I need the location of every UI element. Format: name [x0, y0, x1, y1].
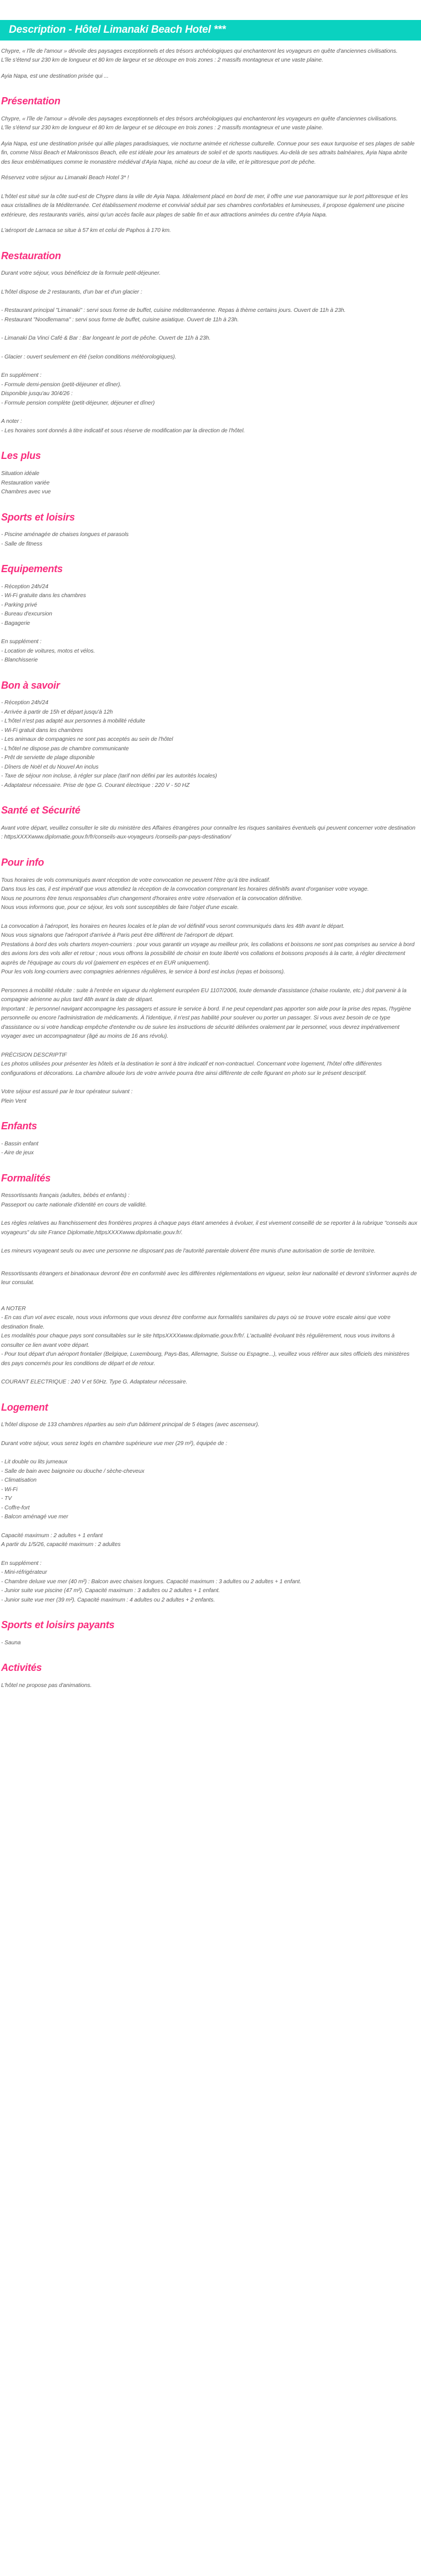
- formalites-paragraph: Ressortissants français (adultes, bébés et enfants) :: [1, 1193, 130, 1199]
- restauration-availability: Disponible jusqu'au 30/4/26 :: [1, 391, 73, 397]
- presentation-paragraph: L'hôtel est situé sur la côte sud-est de Chypre dans la ville de Ayia Napa. Idéalement placé en bord de mer, il offre une vue panoramique sur le port pittoresque et les eaux cristallines de la Méditerranée. Cet établissement moderne et convivial séduit par ses chambres confortables et lumineuses, il propose également une piscine extérieure, des restaurants variés, ainsi qu'un accès facile aux plages de sable fin et aux attractions animées du centre d'Ayia Napa.: [1, 193, 408, 218]
- pour-info-paragraph: Prestations à bord des vols charters moyen-courriers : pour vous garantir un voyage au meilleur prix, les collations et boissons ne sont pas comprises au service à bord des avions lors des vols aller et retour ; nous vous offrons la possibilité de choisir en toute liberté vos collations et boissons proposés à la carte, à régler directement auprès de l'équipage au cours du vol (paiement en espèces et en EUR uniquement).: [1, 941, 415, 966]
- presentation-paragraph: L'île s'étend sur 230 km de longueur et 80 km de largeur et se découpe en trois zones : 2 massifs montagneux et une vaste plaine.: [1, 125, 323, 132]
- section-heading-restauration: Restauration: [1, 250, 61, 261]
- formalites-paragraph: Les mineurs voyageant seuls ou avec une personne ne disposant pas de l'autorité parentale doivent être munis d'une autorisation de sortie de territoire.: [1, 1248, 376, 1255]
- sports-item: - Salle de fitness: [1, 541, 43, 547]
- restauration-supplement-label: En supplément :: [1, 372, 42, 379]
- bon-a-savoir-item: - Wi-Fi gratuit dans les chambres: [1, 727, 83, 734]
- restauration-supplement-item: - Formule demi-pension (petit-déjeuner et dîner).: [1, 381, 122, 388]
- section-pour-info: [0, 857, 421, 1106]
- logement-supplement-item: - Junior suite vue mer (39 m²). Capacité maximum : 4 adultes ou 2 adultes + 2 enfants.: [1, 1597, 215, 1603]
- pour-info-paragraph: Les photos utilisées pour présenter les hôtels et la destination le sont à titre indicatif et non-contractuel. Concernant votre logement, l'hôtel offre différentes configurations et décorations. La chambre allouée lors de votre arrivée pourra être ainsi différente de celle figurant en photo sur le présent descriptif.: [1, 1061, 382, 1077]
- section-heading-sante-et-securite: Santé et Sécurité: [1, 805, 81, 816]
- section-heading-activites: Activités: [1, 1662, 42, 1674]
- section-sante-et-securite: [0, 805, 421, 842]
- bon-a-savoir-item: - Les animaux de compagnies ne sont pas acceptés au sein de l'hôtel: [1, 736, 173, 743]
- logement-supplement-label: En supplément :: [1, 1560, 42, 1567]
- logement-item: - Coffre-fort: [1, 1504, 30, 1511]
- section-heading-pour-info: Pour info: [1, 856, 44, 868]
- equipement-item: - Bureau d'excursion: [1, 611, 52, 618]
- equipement-item: - Réception 24h/24: [1, 583, 48, 590]
- intro-paragraph: Ayia Napa, est une destination prisée qui ...: [1, 73, 109, 79]
- activites-paragraph: L'hôtel ne propose pas d'animations.: [1, 1682, 92, 1689]
- section-formalites: [0, 1173, 421, 1387]
- equipement-item: - Wi-Fi gratuite dans les chambres: [1, 593, 86, 599]
- sports-item: - Piscine aménagée de chaises longues et parasols: [1, 532, 129, 538]
- logement-item: - Climatisation: [1, 1477, 37, 1484]
- formalites-paragraph: Les règles relatives au franchissement des frontières propres à chaque pays étant amenées à évoluer, il est vivement conseillé de se reporter à la rubrique "conseils aux voyageurs" du site France Diplomatie,httpsXXXXwww.diplomatie.gouv.fr/.: [1, 1220, 418, 1236]
- restauration-item: - Glacier : ouvert seulement en été (selon conditions météorologiques).: [1, 353, 177, 360]
- pour-info-paragraph: Personnes à mobilité réduite : suite à l'entrée en vigueur du règlement européen EU 1107/2006, toute demande d'assistance (chaise roulante, etc.) doit parvenir à la compagnie aérienne au plus tard 48h avant la date de départ.: [1, 987, 407, 1003]
- logement-intro: Durant votre séjour, vous serez logés en chambre supérieure vue mer (29 m²), équipée de :: [1, 1440, 227, 1447]
- pour-info-paragraph: Tous horaires de vols communiqués avant réception de votre convocation ne peuvent l'être qu'à titre indicatif.: [1, 877, 270, 883]
- logement-intro: L'hôtel dispose de 133 chambres réparties au sein d'un bâtiment principal de 5 étages (avec ascenseur).: [1, 1422, 260, 1428]
- tour-operateur-label: Votre séjour est assuré par le tour opérateur suivant :: [1, 1089, 133, 1095]
- restauration-note-label: A noter :: [1, 418, 22, 425]
- section-presentation: [0, 95, 421, 236]
- formalites-a-noter-label: A NOTER: [1, 1305, 26, 1312]
- bon-a-savoir-item: - Dîners de Noël et du Nouvel An inclus: [1, 764, 99, 770]
- section-sports-et-loisirs-payants: [0, 1619, 421, 1648]
- enfants-item: - Aire de jeux: [1, 1150, 34, 1156]
- sports-payants-item: - Sauna: [1, 1639, 21, 1646]
- hotel-description-document: [0, 20, 421, 1704]
- section-heading-sports-et-loisirs-payants: Sports et loisirs payants: [1, 1619, 115, 1631]
- section-sports-et-loisirs: [0, 512, 421, 549]
- logement-item: - Salle de bain avec baignoire ou douche / sèche-cheveux: [1, 1468, 144, 1474]
- presentation-paragraph: Chypre, « l'île de l'amour » dévoile des paysages exceptionnels et des trésors archéologiques qui enchanteront les voyageurs en quête d'anciennes civilisations.: [1, 115, 398, 122]
- logement-supplement-item: - Chambre deluxe vue mer (40 m²) : Balcon avec chaises longues. Capacité maximum : 3 adultes ou 2 adultes + 1 enfant.: [1, 1578, 302, 1585]
- bon-a-savoir-item: - Réception 24h/24: [1, 700, 48, 706]
- bon-a-savoir-item: - L'hôtel ne dispose pas de chambre communicante: [1, 745, 129, 752]
- section-activites: [0, 1662, 421, 1690]
- section-enfants: [0, 1120, 421, 1158]
- tour-operateur-name: Plein Vent: [1, 1098, 27, 1104]
- formalites-paragraph: - En cas d'un vol avec escale, nous vous informons que vous devrez être conforme aux formalités sanitaires du pays où se trouve votre escale ainsi que votre destination finale.: [1, 1315, 390, 1330]
- logement-item: - Wi-Fi: [1, 1486, 18, 1493]
- logement-supplement-item: - Mini-réfrigérateur: [1, 1569, 47, 1576]
- logement-item: - TV: [1, 1496, 12, 1502]
- les-plus-item: Situation idéale: [1, 471, 39, 477]
- restauration-item: - Restaurant principal "Limanaki" : servi sous forme de buffet, cuisine méditerranéenne. Repas à thème certains jours. Ouvert de 11h à 23h.: [1, 307, 346, 314]
- section-heading-enfants: Enfants: [1, 1120, 37, 1132]
- restauration-supplement-item: - Formule pension complète (petit-déjeuner, déjeuner et dîner): [1, 400, 155, 406]
- intro-block: [0, 47, 421, 82]
- section-les-plus: [0, 450, 421, 497]
- equipement-supplement-item: - Blanchisserie: [1, 657, 38, 664]
- section-heading-formalites: Formalités: [1, 1172, 51, 1184]
- section-heading-sports-et-loisirs: Sports et loisirs: [1, 511, 75, 523]
- restauration-paragraph: L'hôtel dispose de 2 restaurants, d'un bar et d'un glacier :: [1, 289, 142, 295]
- pour-info-paragraph: Nous ne pourrons être tenus responsables d'un changement d'horaires entre votre réservation et la convocation définitive.: [1, 895, 303, 902]
- logement-supplement-item: - Junior suite vue piscine (47 m²). Capacité maximum : 3 adultes ou 2 adultes + 1 enfant.: [1, 1588, 220, 1594]
- presentation-paragraph: Réservez votre séjour au Limanaki Beach Hotel 3* !: [1, 175, 129, 181]
- formalites-paragraph: Passeport ou carte nationale d'identité en cours de validité.: [1, 1201, 147, 1208]
- restauration-paragraph: Durant votre séjour, vous bénéficiez de la formule petit-déjeuner.: [1, 270, 161, 277]
- bon-a-savoir-item: - Adaptateur nécessaire. Prise de type G. Courant électrique : 220 V - 50 HZ: [1, 782, 190, 789]
- pour-info-paragraph: Nous vous informons que, pour ce séjour, les vols sont susceptibles de faire l'objet d'une escale.: [1, 905, 239, 911]
- section-equipements: [0, 563, 421, 665]
- restauration-item: - Limanaki Da Vinci Café & Bar : Bar longeant le port de pêche. Ouvert de 11h à 23h.: [1, 335, 211, 342]
- section-bon-a-savoir: [0, 680, 421, 791]
- presentation-paragraph: Ayia Napa, est une destination prisée qui allie plages paradisiaques, vie nocturne animée et richesse culturelle. Connue pour ses eaux turquoise et ses plages de sable fin, comme Nissi Beach et Makronissos Beach, elle est idéale pour les amateurs de soleil et de sports nautiques. Au-delà de ses attraits balnéaires, Ayia Napa abrite des lieux emblématiques comme le monastère médiéval d'Ayia Napa, niché au coeur de la ville, et le pittoresque port de pêche.: [1, 140, 415, 165]
- presentation-paragraph: L'aéroport de Larnaca se situe à 57 km et celui de Paphos à 170 km.: [1, 228, 171, 234]
- section-heading-equipements: Equipements: [1, 563, 63, 575]
- bon-a-savoir-item: - Prêt de serviette de plage disponible: [1, 755, 95, 761]
- formalites-paragraph: Les modalités pour chaque pays sont consultables sur le site httpsXXXXwww.diplomatie.gouv.fr/fr/. L'actualité évoluant très régulièrement, nous vous invitons à consulter ce lien avant votre départ.: [1, 1333, 395, 1348]
- logement-item: - Balcon aménagé vue mer: [1, 1514, 68, 1521]
- sante-paragraph: Avant votre départ, veuillez consulter le site du ministère des Affaires étrangères pour connaître les risques sanitaires éventuels qui peuvent concerner votre destination : httpsXXXXwww.diplomatie.gouv.fr/fr/conseils-aux-voyageurs /conseils-par-pays-destination/: [1, 825, 415, 841]
- equipement-item: - Bagagerie: [1, 620, 31, 627]
- courant-electrique: COURANT ELECTRIQUE : 240 V et 50Hz. Type G. Adaptateur nécessaire.: [1, 1379, 188, 1386]
- section-heading-logement: Logement: [1, 1401, 48, 1413]
- equipement-supplement-label: En supplément :: [1, 639, 42, 645]
- equipement-item: - Parking privé: [1, 602, 37, 608]
- logement-capacity: Capacité maximum : 2 adultes + 1 enfant: [1, 1532, 103, 1539]
- formalites-paragraph: - Pour tout départ d'un aéroport frontalier (Belgique, Luxembourg, Pays-Bas, Allemagne, Suisse ou Espagne...), veuillez vous référer aux sites officiels des ministères des pays concernés pour les conditions de départ et de retour.: [1, 1351, 410, 1367]
- section-heading-presentation: Présentation: [1, 95, 61, 107]
- pour-info-paragraph: Pour les vols long-courriers avec compagnies aériennes régulières, le service à bord est inclus (repas et boissons).: [1, 969, 285, 975]
- section-logement: [0, 1402, 421, 1605]
- equipement-supplement-item: - Location de voitures, motos et vélos.: [1, 648, 96, 654]
- section-heading-bon-a-savoir: Bon à savoir: [1, 679, 60, 691]
- intro-paragraph: L'île s'étend sur 230 km de longueur et 80 km de largeur et se découpe en trois zones : 2 massifs montagneux et une vaste plaine.: [1, 57, 323, 64]
- pour-info-paragraph: Important : le personnel navigant accompagne les passagers et assure le service à bord. Il ne peut cependant pas apporter son aide pour la prise des repas, l'hygiène personnelle ou encore l'administration de médicaments. À l'identique, il n'est pas habilité pour soulever ou porter un passager. Si vous avez besoin de ce type d'assistance ou si votre handicap empêche d'entendre ou de suivre les instructions de sécurité délivrées oralement par le personnel, vous devrez impérativement voyager avec un accompagnateur (âgé au moins de 16 ans révolu).: [1, 1006, 411, 1039]
- pour-info-paragraph: Nous vous signalons que l'aéroport d'arrivée à Paris peut être différent de l'aéroport de départ.: [1, 932, 234, 938]
- restauration-item: - Restaurant "Noodlemama" : servi sous forme de buffet, cuisine asiatique. Ouvert de 11h à 23h.: [1, 316, 239, 323]
- page-title: Description - Hôtel Limanaki Beach Hotel ***: [0, 20, 421, 41]
- bon-a-savoir-item: - Arrivée à partir de 15h et départ jusqu'à 12h: [1, 709, 113, 715]
- section-restauration: [0, 250, 421, 436]
- pour-info-paragraph: La convocation à l'aéroport, les horaires en heures locales et le plan de vol définitif vous seront communiqués dans les 48h avant le départ.: [1, 923, 345, 930]
- les-plus-item: Chambres avec vue: [1, 489, 51, 496]
- restauration-note-item: - Les horaires sont donnés à titre indicatif et sous réserve de modification par la direction de l'hôtel.: [1, 427, 245, 434]
- logement-item: - Lit double ou lits jumeaux: [1, 1459, 68, 1466]
- bon-a-savoir-item: - L'hôtel n'est pas adapté aux personnes à mobilité réduite: [1, 718, 146, 725]
- les-plus-item: Restauration variée: [1, 479, 50, 486]
- logement-capacity: A partir du 1/5/26, capacité maximum : 2 adultes: [1, 1542, 121, 1548]
- pour-info-paragraph: Dans tous les cas, il est impératif que vous attendiez la réception de la convocation comprenant les horaires définitifs avant d'organiser votre voyage.: [1, 886, 369, 892]
- bon-a-savoir-item: - Taxe de séjour non incluse, à régler sur place (tarif non défini par les autorités locales): [1, 773, 217, 780]
- enfants-item: - Bassin enfant: [1, 1140, 39, 1147]
- formalites-paragraph: Ressortissants étrangers et binationaux devront être en conformité avec les différentes réglementations en vigueur, selon leur nationalité et devront s'informer auprès de leur consulat.: [1, 1270, 417, 1286]
- section-heading-les-plus: Les plus: [1, 450, 41, 462]
- precision-descriptif-label: PRÉCISION DESCRIPTIF: [1, 1052, 67, 1058]
- intro-paragraph: Chypre, « l'île de l'amour » dévoile des paysages exceptionnels et des trésors archéologiques qui enchanteront les voyageurs en quête d'anciennes civilisations.: [1, 48, 398, 54]
